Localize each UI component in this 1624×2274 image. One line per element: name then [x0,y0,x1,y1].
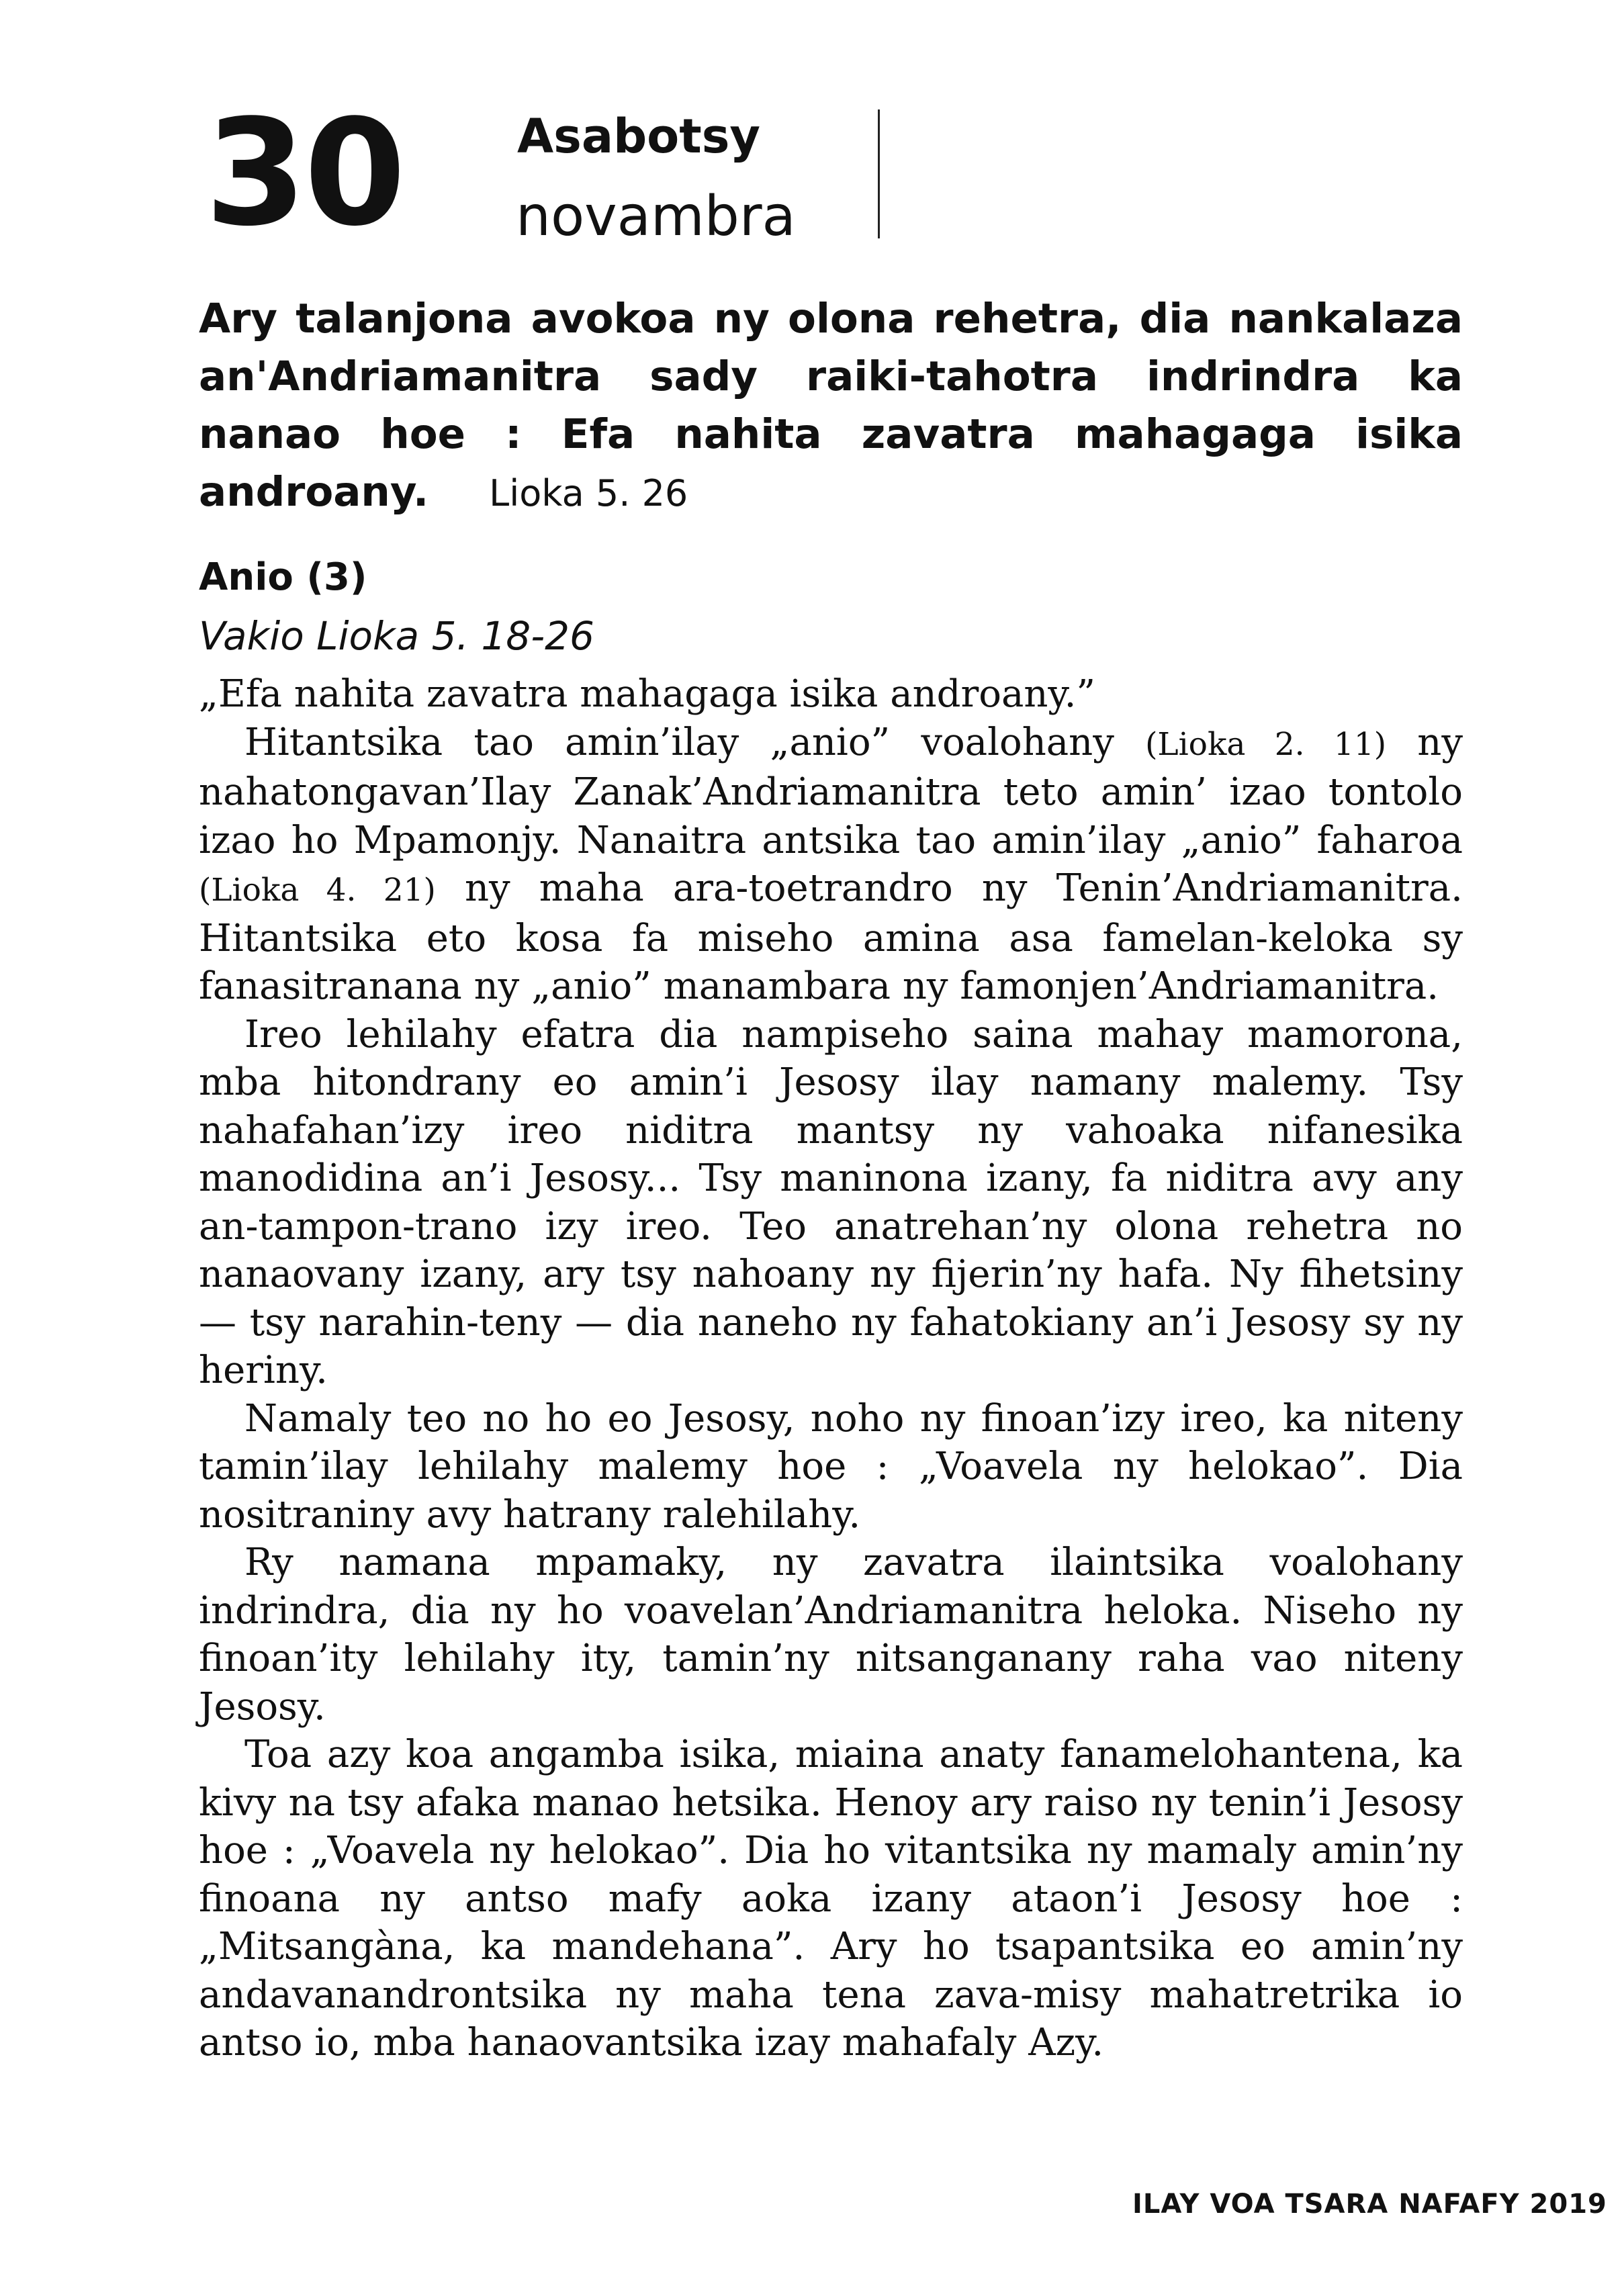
verse-reference: Lioka 5. 26 [489,472,688,514]
header-divider [878,109,880,238]
body-paragraph-1: „Efa nahita zavatra mahagaga isika androany.” [199,672,1096,716]
daily-verse [199,290,1463,522]
body-text-segment: ny nahatongavan’Ilay Zanak’Andriamanitra teto amin’ izao tontolo izao ho Mpamonjy. Nanaitra antsika tao amin’ilay „anio” faharoa [199,720,1463,862]
body-paragraph-6: Toa azy koa angamba isika, miaina anaty fanamelohantena, ka kivy na tsy afaka manao hetsika. Henoy ary raiso ny tenin’i Jesosy hoe : „Voavela ny helokao”. Dia ho vitantsika ny mamaly amin’ny finoana ny antso mafy aoka izany ataon’i Jesosy hoe : „Mitsangàna, ka mandehana”. Ary ho tsapantsika eo amin’ny andavanandrontsika ny maha tena zava-misy mahatretrika io antso io, mba hanaovantsika izay mahafaly Azy. [199,1733,1463,2064]
section-title: Anio (3) [199,555,367,599]
day-number: 30 [205,89,404,259]
body-paragraph-5: Ry namana mpamaky, ny zavatra ilaintsika voalohany indrindra, dia ny ho voavelan’Andriamanitra heloka. Niseho ny finoan’ity lehilahy ity, tamin’ny nitsanganany raha vao niteny Jesosy. [199,1541,1463,1729]
weekday-label: Asabotsy [517,109,761,164]
scripture-reference: (Lioka 2. 11) [1145,725,1387,763]
body-text-segment: ny maha ara-toetrandro ny Tenin’Andriamanitra. Hitantsika eto kosa fa miseho amina asa famelan-keloka sy fanasitranana ny „anio” manambara ny famonjen’Andriamanitra. [199,866,1463,1008]
verse-text: Ary talanjona avokoa ny olona rehetra, dia nankalaza an'Andriamanitra sady raiki-tahotra indrindra ka nanao hoe : Efa nahita zavatra mahagaga isika androany. [199,295,1463,516]
body-paragraph-4: Namaly teo no ho eo Jesosy, noho ny finoan’izy ireo, ka niteny tamin’ilay lehilahy malemy hoe : „Voavela ny helokao”. Dia nositraniny avy hatrany ralehilahy. [199,1396,1463,1537]
body-paragraph-2 [199,719,1463,1011]
reading-reference: Vakio Lioka 5. 18-26 [199,613,594,659]
body-paragraph-3: Ireo lehilahy efatra dia nampiseho saina mahay mamorona, mba hitondrany eo amin’i Jesosy ilay namany malemy. Tsy nahafahan’izy ireo niditra mantsy ny vahoaka nifanesika manodidina an’i Jesosy... Tsy maninona izany, fa niditra avy any an-tampon-trano izy ireo. Teo anatrehan’ny olona rehetra no nanaovany izany, ary tsy nahoany ny fijerin’ny hafa. Ny fihetsiny — tsy narahin-teny — dia naneho ny fahatokiany an’i Jesosy sy ny heriny. [199,1012,1463,1392]
scripture-reference: (Lioka 4. 21) [199,872,436,909]
meditation-body [199,670,1463,2067]
body-text-segment: Hitantsika tao amin’ilay „anio” voalohany [244,720,1114,764]
publication-footer: ILAY VOA TSARA NAFAFY 2019 [1132,2189,1607,2220]
month-label: novambra [516,185,796,248]
